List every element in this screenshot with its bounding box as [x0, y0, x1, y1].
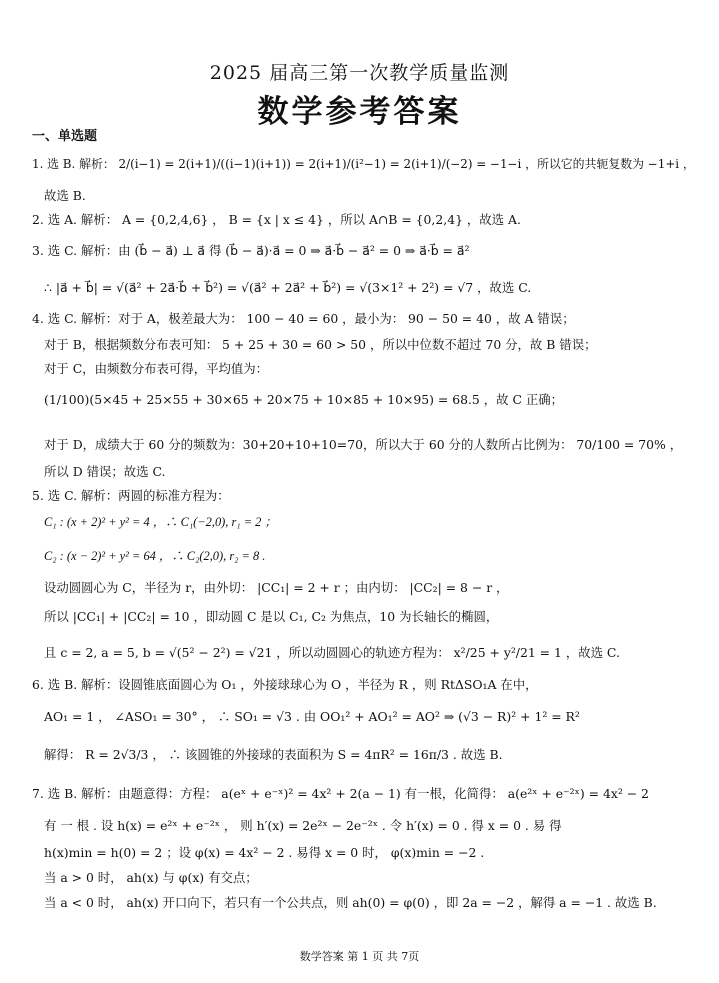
- q4-solution-line-5: 对于 D，成绩大于 60 分的频数为：30+20+10+10=70，所以大于 60 分的人数所占比例为： 70/100 = 70% ，: [44, 437, 683, 452]
- section-heading: 一、单选题: [32, 129, 98, 144]
- q6-solution-line-2: AO₁ = 1 ， ∠ASO₁ = 30° ， ∴ SO₁ = √3 . 由 OO₁² + AO₁² = AO² ⇒ (√3 − R)² + 1² = R²: [44, 709, 580, 724]
- q7-solution-line-5: 当 a < 0 时， ah(x) 开口向下，若只有一个公共点，则 ah(0) = φ(0) ，即 2a = −2 ，解得 a = −1 . 故选 B.: [44, 895, 657, 910]
- exam-title: 2025 届高三第一次教学质量监测: [209, 62, 510, 84]
- q6-solution-line-1: 6. 选 B. 解析：设圆锥底面圆心为 O₁ ，外接球球心为 O ，半径为 R ，则 RtΔSO₁A 在中，: [32, 677, 538, 692]
- q4-solution-line-1: 4. 选 C. 解析：对于 A，极差最大为： 100 − 40 = 60 ，最小为： 90 − 50 = 40 ，故 A 错误；: [32, 311, 575, 326]
- q3-solution-line-1: 3. 选 C. 解析：由 (b⃗ − a⃗) ⊥ a⃗ 得 (b⃗ − a⃗)·a⃗ = 0 ⇒ a⃗·b⃗ − a⃗² = 0 ⇒ a⃗·b⃗ = a⃗²: [32, 243, 470, 258]
- q1-solution-line-1: 1. 选 B. 解析： 2/(i−1) = 2(i+1)/((i−1)(i+1)) = 2(i+1)/(i²−1) = 2(i+1)/(−2) = −1−i ，所以它的共轭复数为 −1+i ，: [32, 157, 695, 171]
- q3-solution-line-2: ∴ |a⃗ + b⃗| = √(a⃗² + 2a⃗·b⃗ + b⃗²) = √(a⃗² + 2a⃗² + b⃗²) = √(3×1² + 2²) = √7 ，故选 C.: [44, 280, 532, 295]
- q4-solution-line-2: 对于 B，根据频数分布表可知： 5 + 25 + 30 = 60 > 50 ，所以中位数不超过 70 分，故 B 错误；: [44, 337, 597, 352]
- q5-solution-line-6: 且 c = 2, a = 5, b = √(5² − 2²) = √21 ，所以动圆圆心的轨迹方程为： x²/25 + y²/21 = 1 ，故选 C.: [44, 645, 620, 660]
- q7-solution-line-4: 当 a > 0 时， ah(x) 与 φ(x) 有交点；: [44, 870, 258, 885]
- q5-solution-line-5: 所以 |CC₁| + |CC₂| = 10 ，即动圆 C 是以 C₁, C₂ 为焦点，10 为长轴长的椭圆，: [44, 609, 499, 624]
- q5-solution-line-1: 5. 选 C. 解析：两圆的标准方程为：: [32, 488, 230, 503]
- q7-solution-line-3: h(x)min = h(0) = 2 ；设 φ(x) = 4x² − 2 . 易得 x = 0 时， φ(x)min = −2 .: [44, 845, 485, 860]
- q5-solution-line-4: 设动圆圆心为 C，半径为 r，由外切： |CC₁| = 2 + r ；由内切： |CC₂| = 8 − r ，: [44, 580, 509, 595]
- q4-solution-line-3: 对于 C，由频数分布表可得，平均值为：: [44, 361, 269, 376]
- answer-key-title: 数学参考答案: [257, 94, 462, 130]
- q5-solution-line-3: C₂ : (x − 2)² + y² = 64 ，∴ C₂(2,0), r₂ = 8 .: [44, 549, 266, 563]
- q7-solution-line-2: 有 一 根 . 设 h(x) = e²ˣ + e⁻²ˣ ， 则 h′(x) = 2e²ˣ − 2e⁻²ˣ . 令 h′(x) = 0 . 得 x = 0 . 易 得: [44, 818, 562, 833]
- q2-solution: 2. 选 A. 解析： A = {0,2,4,6} ， B = {x | x ≤ 4} ，所以 A∩B = {0,2,4} ，故选 A.: [32, 212, 521, 227]
- page-footer: 数学答案 第 1 页 共 7页: [299, 950, 420, 963]
- q1-solution-line-2: 故选 B.: [44, 188, 86, 203]
- q6-solution-line-3: 解得： R = 2√3/3 ， ∴ 该圆锥的外接球的表面积为 S = 4πR² = 16π/3 . 故选 B.: [44, 747, 503, 762]
- q7-solution-line-1: 7. 选 B. 解析：由题意得：方程： a(eˣ + e⁻ˣ)² = 4x² + 2(a − 1) 有一根，化简得： a(e²ˣ + e⁻²ˣ) = 4x² − 2: [32, 786, 649, 801]
- q5-solution-line-2: C₁ : (x + 2)² + y² = 4 ，∴ C₁(−2,0), r₁ = 2 ；: [44, 515, 277, 529]
- q4-solution-line-6: 所以 D 错误；故选 C.: [44, 464, 166, 479]
- q4-solution-line-4: (1/100)(5×45 + 25×55 + 30×65 + 20×75 + 10×85 + 10×95) = 68.5 ，故 C 正确；: [44, 392, 564, 407]
